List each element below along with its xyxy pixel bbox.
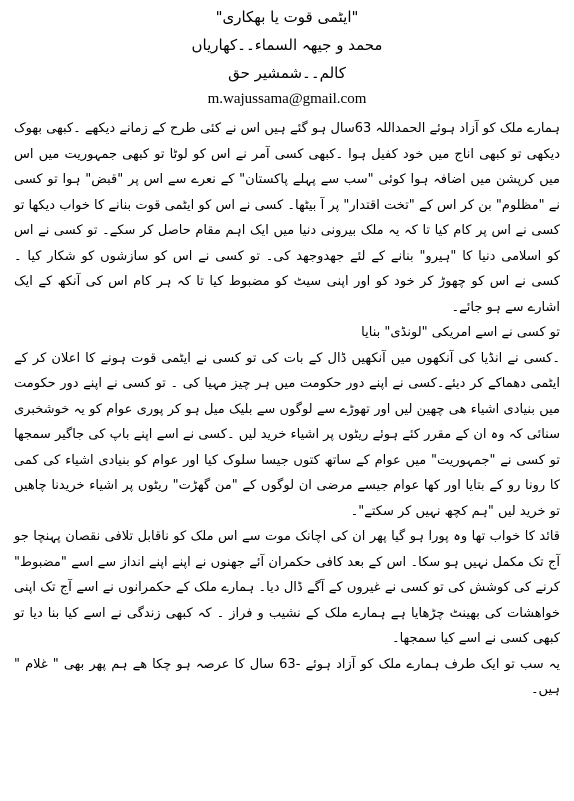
paragraph: یہ سب تو ایک طرف ہمارے ملک کو آزاد ہوئے -63 سال کا عرصہ ہو چکا ھے ہم پھر بھی " غلام " ہیں۔ [14,656,560,697]
article-body [14,116,560,703]
paragraph: ہمارے ملک کو آزاد ہوئے الحمداللہ 63سال ہو گئے ہیں اس نے کئی طرح کے زمانے دیکھے ۔کبھی بھوک دیکھی تو کبھی اناج میں خود کفیل ہوا ۔کبھی کسی آمر نے اس کو لوٹا تو کبھی جمہوریت میں اس میں کرپشن میں اضافہ ہوا کوئی "سب سے پہلے پاکستان" کے نعرے سے اس پر "قبض" ہوا تو کسی نے "مظلوم" بن کر اس کے "تخت اقتدار" پر آ بیٹھا۔ کسی نے اس کو ایٹمی قوت بنانے کا خواب دیکھا تو کسی نے اس پر کام کیا تا کہ یہ ملک بیرونی دنیا میں ایک اہم مقام حاصل کر سکے۔ تو کسی نے اس کو اسلامی دنیا کا "ہیرو" بنانے کے لئے جھدوجھد کی۔ تو کسی نے اس کو سازشوں کو شکار کیا ۔ کسی نے اس کو چھوڑ کر خود کو اور اپنی سیٹ کو مضبوط کیا تا کہ ہر کام اس کی آنکھ کے ایک اشارے سے ہو جائے۔ [14,121,561,315]
paragraph: ۔کسی نے انڈیا کی آنکھوں میں آنکھیں ڈال کے بات کی تو کسی نے ایٹمی قوت ہونے کا اعلان کر کے ایٹمی دھماکے کر دیئے۔کسی نے اپنے دور حکومت میں ہر چیز مہیا کی ۔ تو کسی نے اپنے دور حکومت میں بنیادی اشیاء ھی چھین لیں اور تھوڑے سے لوگوں سے بلیک میل ہو کر پوری عوام کو یہ خوشخبری سنائی کہ وہ ان کے مقرر کئے ہوئے ریٹوں پر اشیاء خرید لیں ۔کسی نے اسے اپنے باپ کی جاگیر سمجھا تو کسی نے "جمہوریت" میں عوام کے ساتھ کتوں جیسا سلوک کیا اور عوام کو بنیادی اشیاء کی کمی کا رونا رو کے بتایا اور کھا عوام جیسے مرضی ان لوگوں کے "من گھڑت" ریٹوں پر اشیاء خریدنا چاھیں تو خرید لیں "ہم کچھ نہیں کر سکتے"۔ [14,350,560,519]
paragraph: قائد کا خواب تھا وہ پورا ہو گیا پھر ان کی اچانک موت سے اس ملک کو ناقابل تلافی نقصان پہنچا جو آج تک مکمل نہیں ہو سکا۔ اس کے بعد کافی حکمران آئے جھنوں نے اپنے اپنے انداز سے اسے "مضبوط" کرنے کی کوشش کی تو کسی نے غیروں کے آگے ڈال دیا۔ ہمارے ملک کے حکمرانوں نے اسے آج تک اپنی خواھشات کی بھینٹ چڑھایا ہے ہمارے ملک کے نشیب و فراز ۔ کہ کبھی زندگی نے اسے کیا بنا دیا تو کبھی کسی نے اسے کیا سمجھا۔ [14,529,560,646]
author-email: m.wajussama@gmail.com [207,91,367,107]
column-name: کالم۔۔شمشیر حق [228,64,346,82]
author-line: محمد و جیھہ السماء۔۔کھاریاں [191,36,383,54]
article-title: "ایٹمی قوت یا بھکاری" [215,8,359,26]
paragraph: تو کسی نے اسے امریکی "لونڈی" بنایا [361,325,560,340]
